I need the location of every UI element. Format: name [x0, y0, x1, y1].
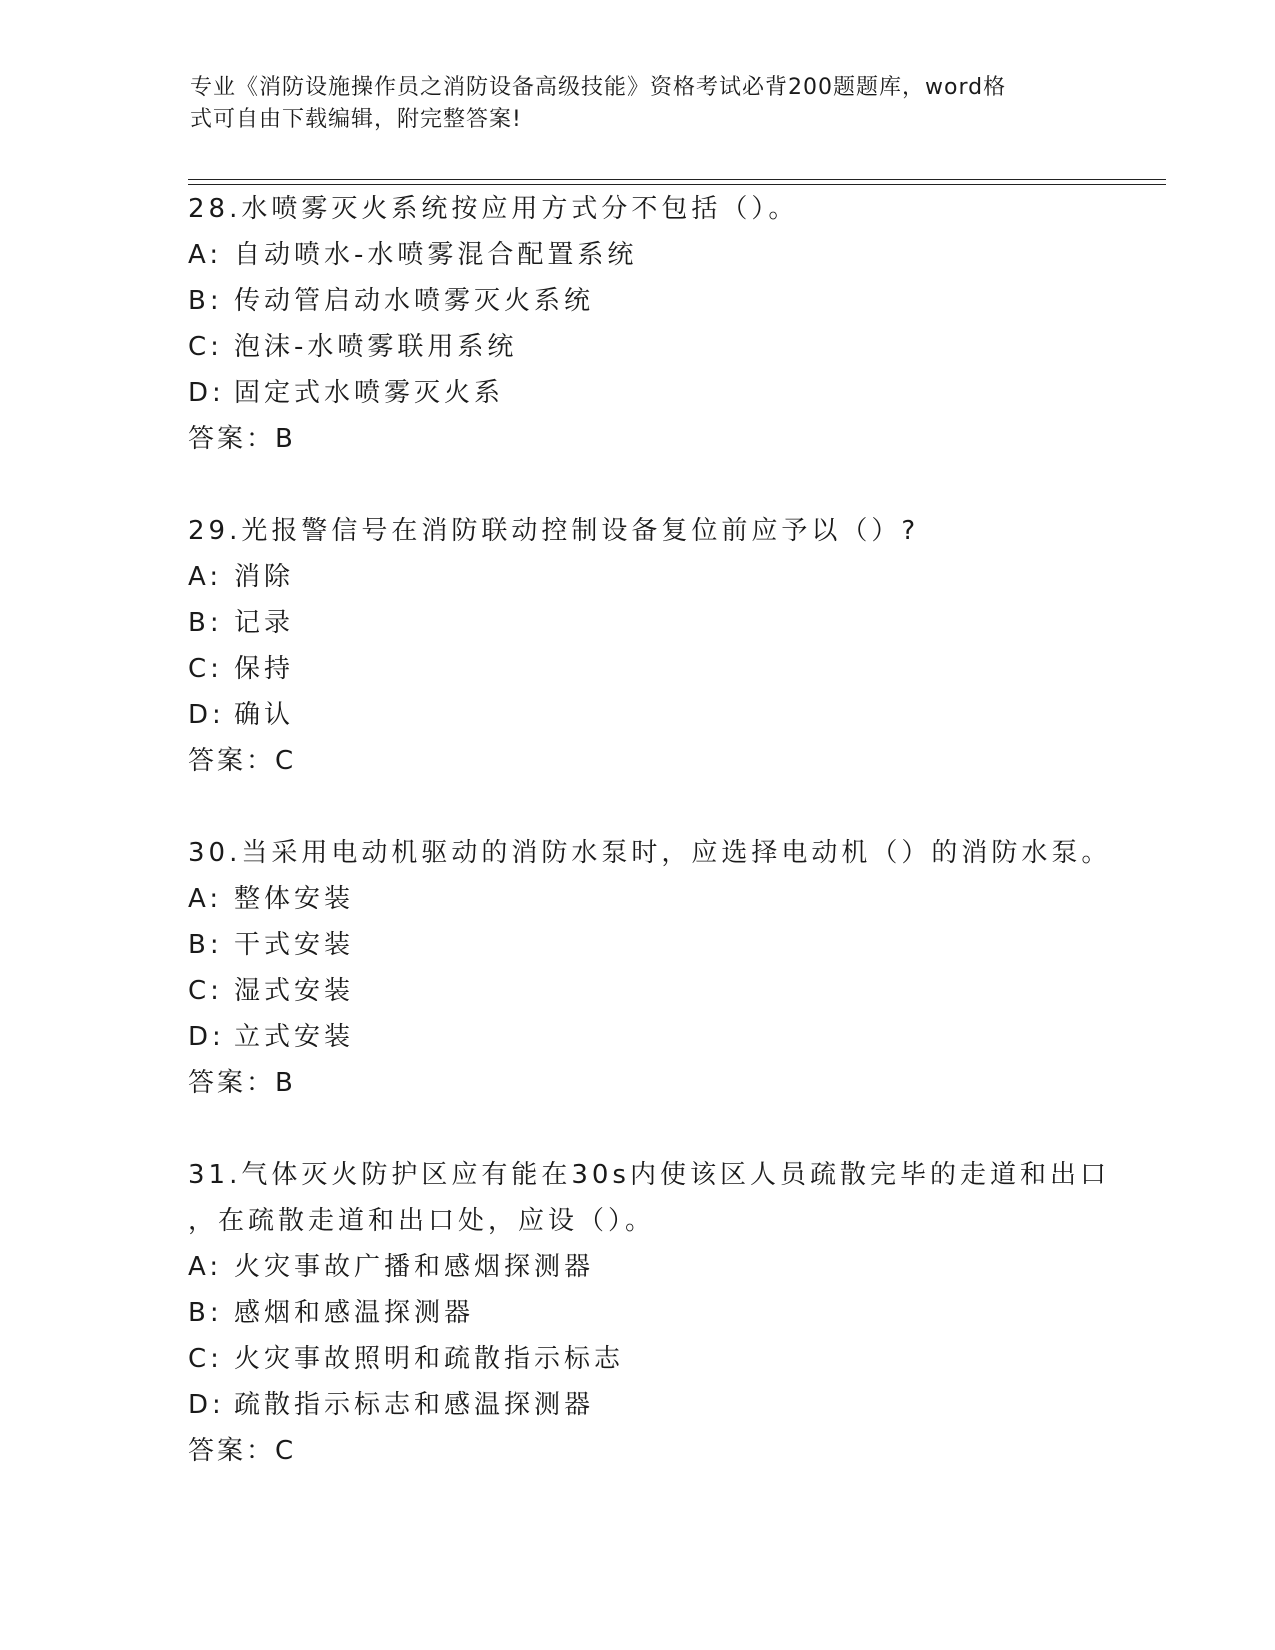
option-a	[188, 554, 1088, 600]
answer-line	[188, 416, 1088, 462]
option-text: 干式安装	[234, 930, 355, 960]
option-c	[188, 968, 1088, 1014]
answer-label: 答案：	[188, 1068, 276, 1098]
option-text: 传动管启动水喷雾灭火系统	[234, 286, 595, 316]
question-29	[188, 508, 1088, 784]
option-key: D:	[188, 378, 225, 408]
option-text: 自动喷水-水喷雾混合配置系统	[234, 240, 638, 270]
question-stem: 30.当采用电动机驱动的消防水泵时，应选择电动机（）的消防水泵。	[188, 838, 1112, 868]
option-text: 感烟和感温探测器	[234, 1298, 475, 1328]
option-text: 记录	[234, 608, 295, 638]
option-text: 湿式安装	[234, 976, 355, 1006]
option-key: B:	[188, 1298, 223, 1328]
option-key: D:	[188, 1390, 225, 1420]
option-key: A:	[188, 1252, 223, 1282]
header-divider-bottom	[188, 184, 1166, 185]
answer-value: B	[275, 1068, 295, 1098]
question-stem: 28.水喷雾灭火系统按应用方式分不包括（）。	[188, 194, 799, 224]
question-stem-line-2: ，在疏散走道和出口处，应设（）。	[188, 1206, 656, 1236]
option-a	[188, 232, 1088, 278]
header-line-1: 专业《消防设施操作员之消防设备高级技能》资格考试必背200题题库，word格	[190, 75, 1007, 100]
answer-value: B	[275, 424, 295, 454]
answer-label: 答案：	[188, 746, 276, 776]
option-c	[188, 324, 1088, 370]
option-text: 整体安装	[234, 884, 355, 914]
option-text: 固定式水喷雾灭火系	[234, 378, 505, 408]
question-28	[188, 186, 1088, 462]
option-a	[188, 876, 1088, 922]
header-line-2: 式可自由下载编辑，附完整答案!	[190, 107, 522, 132]
option-key: C:	[188, 1344, 223, 1374]
option-d	[188, 1382, 1088, 1428]
option-a	[188, 1244, 1088, 1290]
option-c	[188, 646, 1088, 692]
document-header	[190, 72, 1090, 136]
option-b	[188, 278, 1088, 324]
option-text: 火灾事故广播和感烟探测器	[234, 1252, 595, 1282]
option-d	[188, 370, 1088, 416]
option-key: B:	[188, 608, 223, 638]
option-d	[188, 1014, 1088, 1060]
question-31	[188, 1152, 1110, 1474]
option-key: A:	[188, 240, 223, 270]
option-key: D:	[188, 700, 225, 730]
option-key: D:	[188, 1022, 225, 1052]
option-key: C:	[188, 332, 223, 362]
option-key: C:	[188, 976, 223, 1006]
question-stem: 29.光报警信号在消防联动控制设备复位前应予以（）?	[188, 516, 920, 546]
option-text: 确认	[234, 700, 295, 730]
answer-value: C	[275, 746, 296, 776]
answer-line	[188, 1060, 1088, 1106]
answer-label: 答案：	[188, 1436, 276, 1466]
option-b	[188, 600, 1088, 646]
answer-value: C	[275, 1436, 296, 1466]
answer-line	[188, 1428, 1088, 1474]
option-text: 消除	[234, 562, 295, 592]
option-text: 立式安装	[234, 1022, 355, 1052]
question-30	[188, 830, 1112, 1106]
answer-label: 答案：	[188, 424, 276, 454]
option-text: 疏散指示标志和感温探测器	[234, 1390, 595, 1420]
option-c	[188, 1336, 1088, 1382]
option-d	[188, 692, 1088, 738]
option-key: B:	[188, 286, 223, 316]
answer-line	[188, 738, 1088, 784]
option-b	[188, 922, 1088, 968]
option-text: 火灾事故照明和疏散指示标志	[234, 1344, 625, 1374]
option-key: C:	[188, 654, 223, 684]
option-text: 保持	[234, 654, 295, 684]
option-b	[188, 1290, 1088, 1336]
option-text: 泡沫-水喷雾联用系统	[234, 332, 518, 362]
option-key: B:	[188, 930, 223, 960]
header-divider-top	[188, 179, 1166, 180]
question-stem-line-1: 31.气体灭火防护区应有能在30s内使该区人员疏散完毕的走道和出口	[188, 1160, 1110, 1190]
option-key: A:	[188, 884, 223, 914]
option-key: A:	[188, 562, 223, 592]
